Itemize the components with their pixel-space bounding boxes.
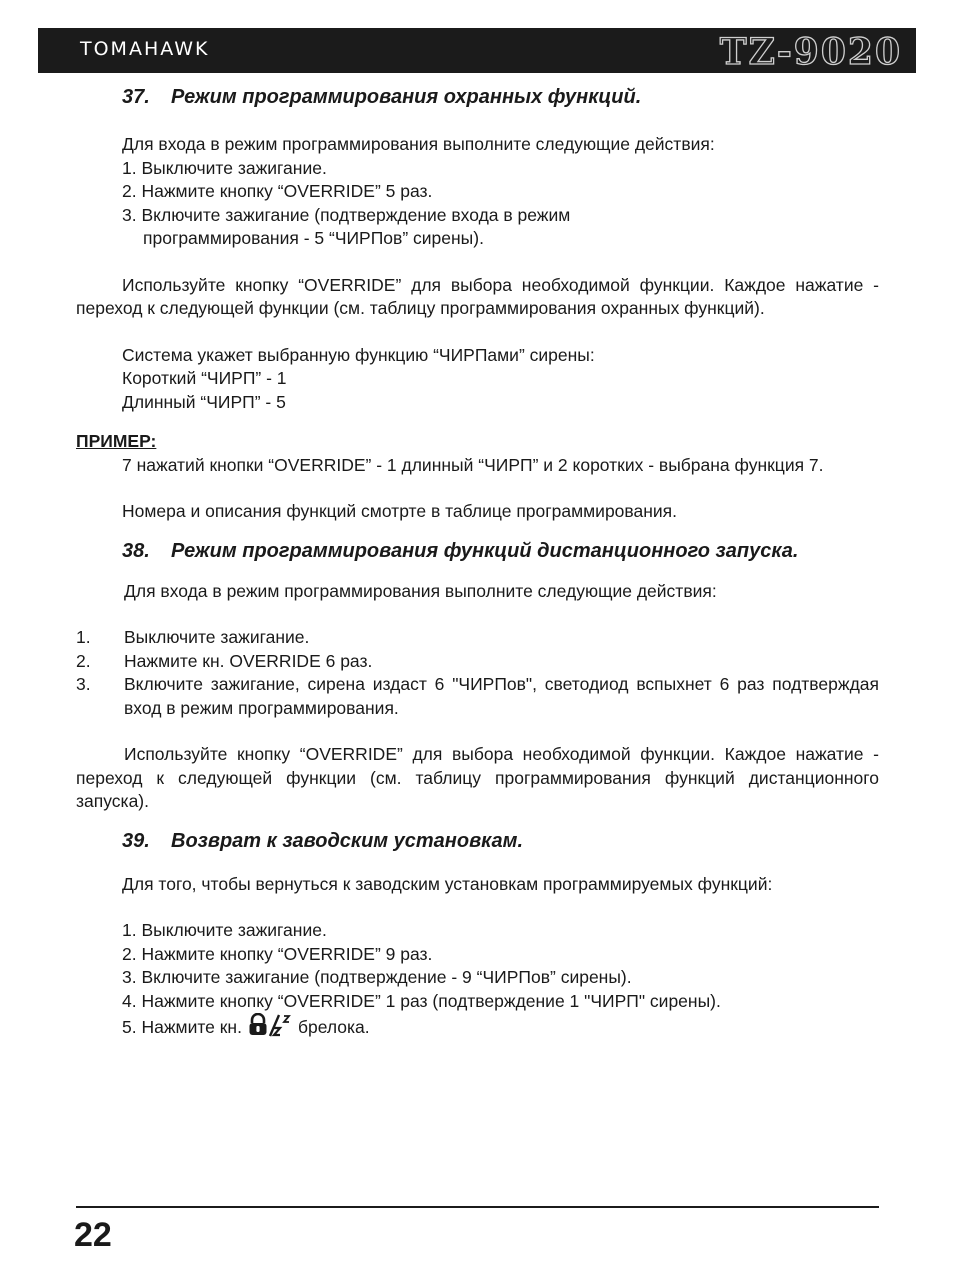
s38-step-1-num: 1. <box>76 627 91 647</box>
page-number: 22 <box>74 1216 112 1254</box>
s37-note: Номера и описания функций смотрте в таблице программирования. <box>122 501 678 521</box>
s39-step-5-suffix: брелока. <box>297 1017 370 1037</box>
s38-para-usage: Используйте кнопку “OVERRIDE” для выбора необходимой функции. Каждое нажатие - переход к следующей функции (см. таблицу программирования функций дистанционного запуска). <box>76 744 879 811</box>
section-38-number: 38. <box>122 539 150 562</box>
s37-long-chirp: Длинный “ЧИРП” - 5 <box>122 391 286 412</box>
s37-para-chirp: Система укажет выбранную функцию “ЧИРПами” сирены: <box>122 344 595 365</box>
s37-step-3-cont: программирования - 5 “ЧИРПов” сирены). <box>143 228 484 248</box>
section-39-title <box>76 828 879 854</box>
s39-step-3: 3. Включите зажигание (подтверждение - 9 “ЧИРПов” сирены). <box>122 967 632 987</box>
s39-step-5 <box>76 1013 879 1044</box>
s38-intro: Для входа в режим программирования выполните следующие действия: <box>124 580 717 601</box>
s39-step-2: 2. Нажмите кнопку “OVERRIDE” 9 раз. <box>122 943 433 964</box>
s38-step-list <box>76 626 879 720</box>
section-37-title <box>76 84 879 110</box>
page-content <box>76 84 879 1044</box>
s39-intro: Для того, чтобы вернуться к заводским установкам программируемых функций: <box>122 873 773 894</box>
s38-step-1 <box>76 626 879 650</box>
s38-step-2-num: 2. <box>76 650 91 671</box>
s38-step-3-text: Включите зажигание, сирена издаст 6 "ЧИРПов", светодиод вспыхнет 6 раз подтверждая вход в режим программирования. <box>124 674 879 718</box>
s37-step-3: 3. Включите зажигание (подтверждение входа в режим <box>122 204 571 225</box>
model-name: TZ-9020 <box>719 31 902 73</box>
section-38-title <box>76 538 879 564</box>
s37-short-chirp: Короткий “ЧИРП” - 1 <box>122 368 287 388</box>
s38-step-2-text: Нажмите кн. OVERRIDE 6 раз. <box>124 650 373 671</box>
lock-sleep-icon <box>248 1013 294 1044</box>
s37-para-usage: Используйте кнопку “OVERRIDE” для выбора необходимой функции. Каждое нажатие - переход к следующей функции (см. таблицу программирования охранных функций). <box>76 274 879 318</box>
s38-step-1-text: Выключите зажигание. <box>124 627 310 647</box>
page-header <box>38 28 916 73</box>
s37-intro: Для входа в режим программирования выполните следующие действия: <box>122 134 715 154</box>
section-39-heading: Возврат к заводским установкам. <box>171 829 524 852</box>
s37-step-1: 1. Выключите зажигание. <box>122 157 327 178</box>
s38-step-2 <box>76 650 879 674</box>
s37-step-2: 2. Нажмите кнопку “OVERRIDE” 5 раз. <box>122 181 433 201</box>
section-38-heading: Режим программирования функций дистанционного запуска. <box>171 539 799 562</box>
section-37-number: 37. <box>122 86 150 108</box>
s39-step-4: 4. Нажмите кнопку “OVERRIDE” 1 раз (подтверждение 1 "ЧИРП" сирены). <box>122 990 721 1011</box>
s38-step-3-num: 3. <box>76 674 91 694</box>
s39-step-1: 1. Выключите зажигание. <box>122 920 327 940</box>
footer-divider <box>76 1206 879 1208</box>
example-text: 7 нажатий кнопки “OVERRIDE” - 1 длинный “ЧИРП” и 2 коротких - выбрана функция 7. <box>122 454 824 475</box>
example-label: ПРИМЕР: <box>76 431 157 451</box>
s39-step-5-prefix: 5. Нажмите кн. <box>122 1017 242 1037</box>
section-39-number: 39. <box>122 829 150 852</box>
brand-name: TOMAHAWK <box>80 38 210 60</box>
section-37-heading: Режим программирования охранных функций. <box>171 86 642 108</box>
s38-step-3 <box>76 673 879 720</box>
